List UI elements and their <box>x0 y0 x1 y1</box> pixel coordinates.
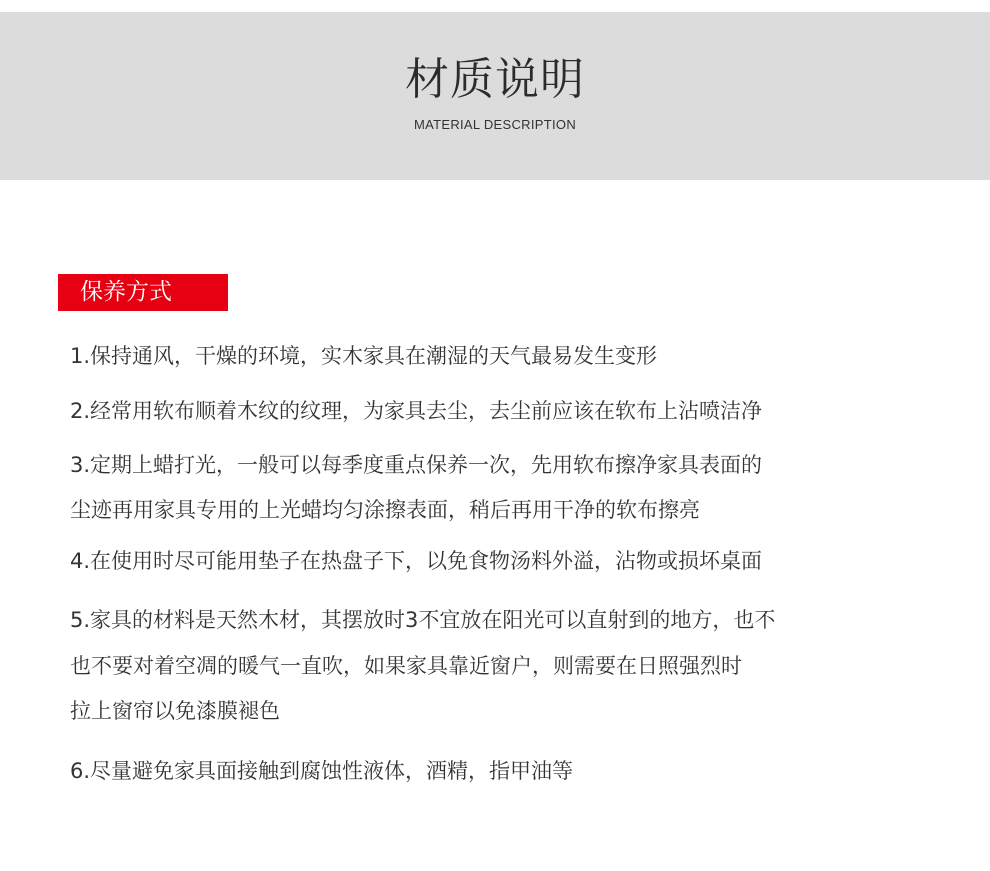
care-line-5-cont-2: 拉上窗帘以免漆膜褪色 <box>70 699 280 723</box>
page-title: 材质说明 <box>405 54 585 105</box>
care-line-5-cont: 也不要对着空凋的暖气一直吹，如果家具靠近窗户，则需要在日照强烈时 <box>70 654 742 678</box>
care-line-5: 5.家具的材料是天然木材，其摆放时3不宜放在阳光可以直射到的地方，也不 <box>70 608 776 632</box>
care-line-3-cont: 尘迹再用家具专用的上光蜡均匀涂擦表面，稍后再用干净的软布擦亮 <box>70 498 700 522</box>
header-banner <box>0 12 990 180</box>
care-line-2: 2.经常用软布顺着木纹的纹理，为家具去尘，去尘前应该在软布上沾喷洁净 <box>70 399 763 423</box>
section-tag <box>58 274 228 311</box>
page-subtitle: MATERIAL DESCRIPTION <box>413 117 577 132</box>
care-line-3: 3.定期上蜡打光，一般可以每季度重点保养一次，先用软布擦净家具表面的 <box>70 453 763 477</box>
care-line-6: 6.尽量避免家具面接触到腐蚀性液体，酒精，指甲油等 <box>70 759 574 783</box>
care-line-4: 4.在使用时尽可能用垫子在热盘子下，以免食物汤料外溢，沾物或损坏桌面 <box>70 549 763 573</box>
care-line-1: 1.保持通风，干燥的环境，实木家具在潮湿的天气最易发生变形 <box>70 344 658 368</box>
section-tag-label: 保养方式 <box>80 279 172 305</box>
